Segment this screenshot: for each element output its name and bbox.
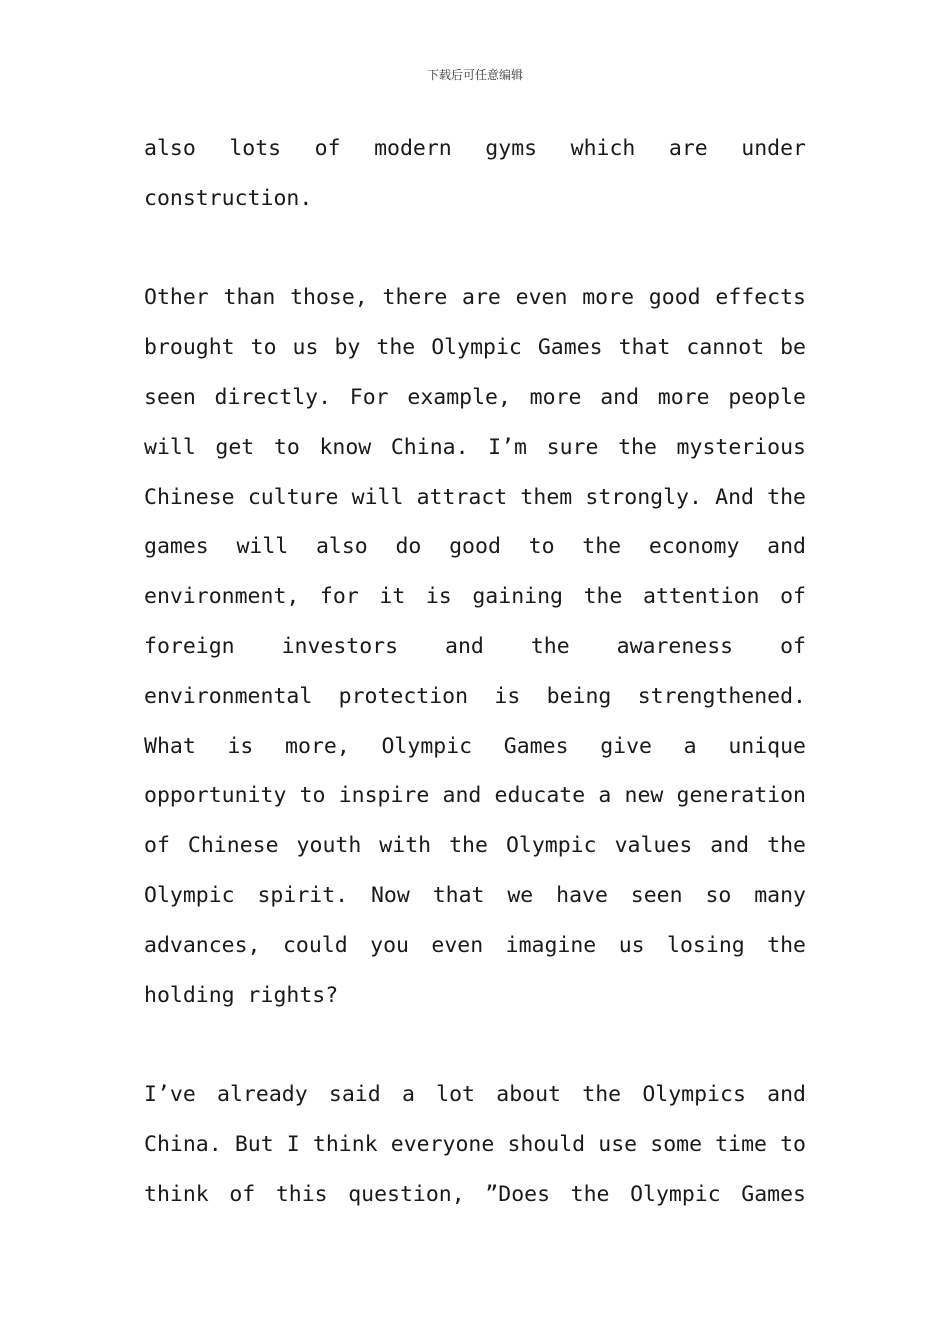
paragraph-closing: I’ve already said a lot about the Olympics and China. But I think everyone should use some time to think of this question, ”Does the Olympic Games xyxy=(144,1082,806,1207)
page-header: 下载后可任意编辑 xyxy=(426,68,523,82)
paragraph-continued: also lots of modern gyms which are under construction. xyxy=(144,136,806,211)
document-body xyxy=(144,124,806,1220)
paragraph-olympic-effects: Other than those, there are even more good effects brought to us by the Olympic Games that cannot be seen directly. For example, more and more people will get to know China. I’m sure the mysterious Chinese culture will attract them strongly. And the games will also do good to the economy and environment, for it is gaining the attention of foreign investors and the awareness of environmental protection is being strengthened. What is more, Olympic Games give a unique opportunity to inspire and educate a new generation of Chinese youth with the Olympic values and the Olympic spirit. Now that we have seen so many advances, could you even imagine us losing the holding rights? xyxy=(144,285,806,1008)
